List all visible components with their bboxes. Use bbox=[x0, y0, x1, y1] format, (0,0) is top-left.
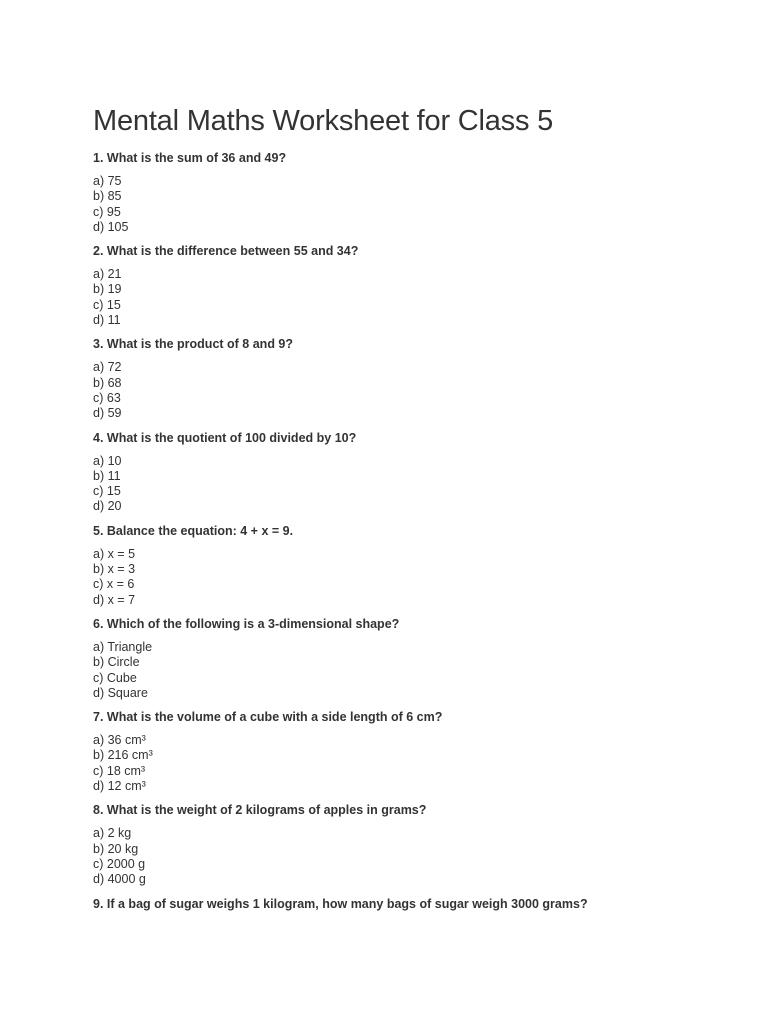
options-list bbox=[93, 640, 733, 701]
options-list bbox=[93, 174, 733, 235]
option-c: c) 15 bbox=[93, 484, 121, 499]
option-d: d) Square bbox=[93, 685, 148, 700]
option-a: a) 2 kg bbox=[93, 826, 132, 841]
question-text: 8. What is the weight of 2 kilograms of apples in grams? bbox=[93, 803, 427, 818]
question-6 bbox=[93, 616, 733, 701]
option-c: c) 2000 g bbox=[93, 856, 146, 871]
question-3 bbox=[93, 336, 733, 421]
question-4 bbox=[93, 430, 733, 515]
option-a: a) Triangle bbox=[93, 639, 153, 654]
question-text: 5. Balance the equation: 4 + x = 9. bbox=[93, 523, 294, 538]
worksheet-page bbox=[93, 103, 733, 920]
option-a: a) 75 bbox=[93, 174, 122, 188]
question-text: 1. What is the sum of 36 and 49? bbox=[93, 151, 287, 165]
question-text: 3. What is the product of 8 and 9? bbox=[93, 337, 294, 352]
option-c: c) 95 bbox=[93, 204, 121, 219]
options-list bbox=[93, 454, 733, 515]
option-d: d) 4000 g bbox=[93, 872, 146, 887]
options-list bbox=[93, 360, 733, 421]
option-c: c) 18 cm³ bbox=[93, 763, 146, 778]
option-d: d) 11 bbox=[93, 313, 121, 328]
question-text: 2. What is the difference between 55 and 34? bbox=[93, 244, 359, 259]
option-c: c) Cube bbox=[93, 670, 137, 685]
option-d: d) 59 bbox=[93, 406, 122, 421]
option-d: d) 20 bbox=[93, 499, 122, 514]
option-c: c) x = 6 bbox=[93, 577, 135, 592]
option-a: a) 72 bbox=[93, 360, 122, 375]
option-c: c) 63 bbox=[93, 390, 121, 405]
option-b: b) 85 bbox=[93, 189, 122, 204]
question-text: 4. What is the quotient of 100 divided by 10? bbox=[93, 430, 357, 445]
question-2 bbox=[93, 243, 733, 328]
option-b: b) x = 3 bbox=[93, 562, 136, 577]
option-a: a) 10 bbox=[93, 453, 122, 468]
option-b: b) Circle bbox=[93, 655, 140, 670]
option-c: c) 15 bbox=[93, 297, 121, 312]
option-b: b) 216 cm³ bbox=[93, 748, 153, 763]
options-list bbox=[93, 733, 733, 794]
option-b: b) 68 bbox=[93, 375, 122, 390]
option-d: d) 12 cm³ bbox=[93, 779, 146, 794]
question-text: 9. If a bag of sugar weighs 1 kilogram, how many bags of sugar weigh 3000 grams? bbox=[93, 896, 588, 911]
option-a: a) 36 cm³ bbox=[93, 733, 146, 748]
options-list bbox=[93, 267, 733, 328]
option-d: d) x = 7 bbox=[93, 592, 136, 607]
question-9 bbox=[93, 896, 733, 912]
option-d: d) 105 bbox=[93, 219, 129, 234]
question-1 bbox=[93, 150, 733, 235]
options-list bbox=[93, 826, 733, 887]
option-b: b) 19 bbox=[93, 282, 122, 297]
question-7 bbox=[93, 709, 733, 794]
question-text: 7. What is the volume of a cube with a side length of 6 cm? bbox=[93, 710, 443, 725]
option-b: b) 20 kg bbox=[93, 841, 139, 856]
question-5 bbox=[93, 523, 733, 608]
option-b: b) 11 bbox=[93, 468, 121, 483]
question-8 bbox=[93, 802, 733, 887]
options-list bbox=[93, 547, 733, 608]
page-title: Mental Maths Worksheet for Class 5 bbox=[93, 105, 554, 137]
option-a: a) x = 5 bbox=[93, 546, 136, 561]
question-text: 6. Which of the following is a 3-dimensional shape? bbox=[93, 616, 400, 631]
option-a: a) 21 bbox=[93, 267, 122, 282]
